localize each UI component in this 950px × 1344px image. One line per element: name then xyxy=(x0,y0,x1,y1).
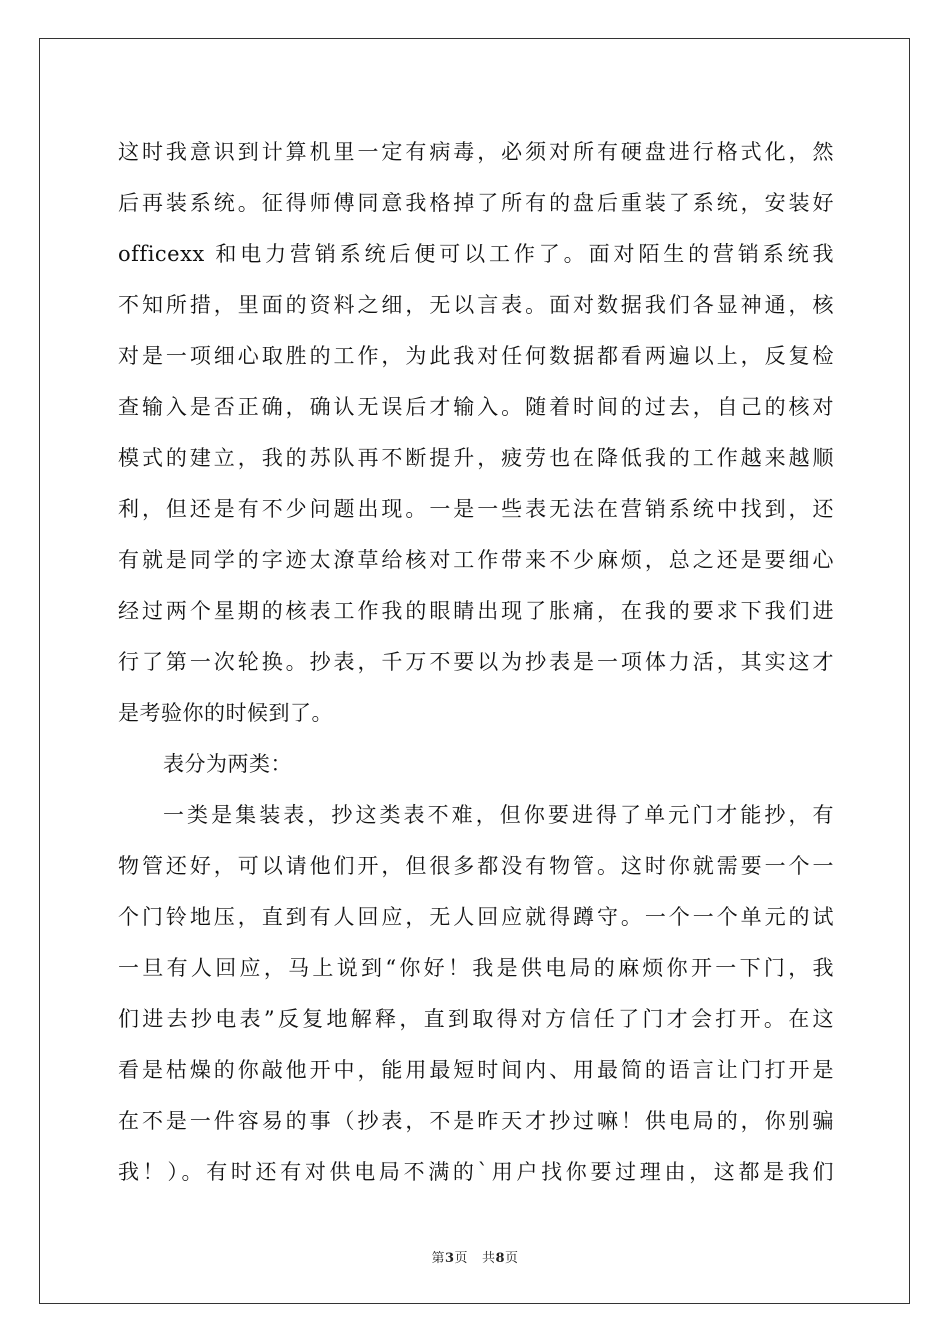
text-line: 个门铃地压，直到有人回应，无人回应就得蹲守。一个一个单元的试 xyxy=(118,905,834,929)
text-line: 在不是一件容易的事（抄表，不是昨天才抄过嘛！供电局的，你别骗 xyxy=(118,1109,834,1133)
document-body xyxy=(118,127,834,1198)
text-line: 看是枯燥的你敲他开中，能用最短时间内、用最简的语言让门打开是 xyxy=(118,1058,834,1082)
text-line: 对是一项细心取胜的工作，为此我对任何数据都看两遍以上，反复检 xyxy=(118,344,834,368)
text-line: 我！）。有时还有对供电局不满的`用户找你要过理由，这都是我们 xyxy=(118,1160,834,1184)
total-suffix: 页 xyxy=(505,1251,519,1266)
text-line: officexx 和电力营销系统后便可以工作了。面对陌生的营销系统我 xyxy=(118,242,834,266)
page-current-number: 3 xyxy=(444,1251,455,1266)
text-line: 一旦有人回应，马上说到“你好！我是供电局的麻烦你开一下门，我 xyxy=(118,956,834,980)
text-line: 有就是同学的字迹太潦草给核对工作带来不少麻烦，总之还是要细心 xyxy=(118,548,834,572)
text-line: 经过两个星期的核表工作我的眼睛出现了胀痛，在我的要求下我们进 xyxy=(118,599,834,623)
text-line: 查输入是否正确，确认无误后才输入。随着时间的过去，自己的核对 xyxy=(118,395,834,419)
text-line: 是考验你的时候到了。 xyxy=(118,701,333,725)
page-total-number: 8 xyxy=(495,1251,506,1266)
text-line: 不知所措，里面的资料之细，无以言表。面对数据我们各显神通，核 xyxy=(118,293,834,317)
page-prefix: 第 xyxy=(431,1251,445,1266)
text-line: 模式的建立，我的苏队再不断提升，疲劳也在降低我的工作越来越顺 xyxy=(118,446,834,470)
text-line: 一类是集装表，抄这类表不难，但你要进得了单元门才能抄，有 xyxy=(163,803,834,827)
text-line: 后再装系统。征得师傅同意我格掉了所有的盘后重装了系统，安装好 xyxy=(118,191,834,215)
text-line: 行了第一次轮换。抄表，千万不要以为抄表是一项体力活，其实这才 xyxy=(118,650,834,674)
text-line: 利，但还是有不少问题出现。一是一些表无法在营销系统中找到，还 xyxy=(118,497,834,521)
total-prefix: 共 xyxy=(481,1251,496,1266)
page-suffix: 页 xyxy=(454,1251,469,1266)
text-line: 这时我意识到计算机里一定有病毒，必须对所有硬盘进行格式化，然 xyxy=(118,140,834,164)
page-footer xyxy=(0,1247,950,1266)
section-heading: 表分为两类： xyxy=(163,752,292,776)
text-line: 物管还好，可以请他们开，但很多都没有物管。这时你就需要一个一 xyxy=(118,854,834,878)
text-line: 们进去抄电表”反复地解释，直到取得对方信任了门才会打开。在这 xyxy=(118,1007,834,1031)
